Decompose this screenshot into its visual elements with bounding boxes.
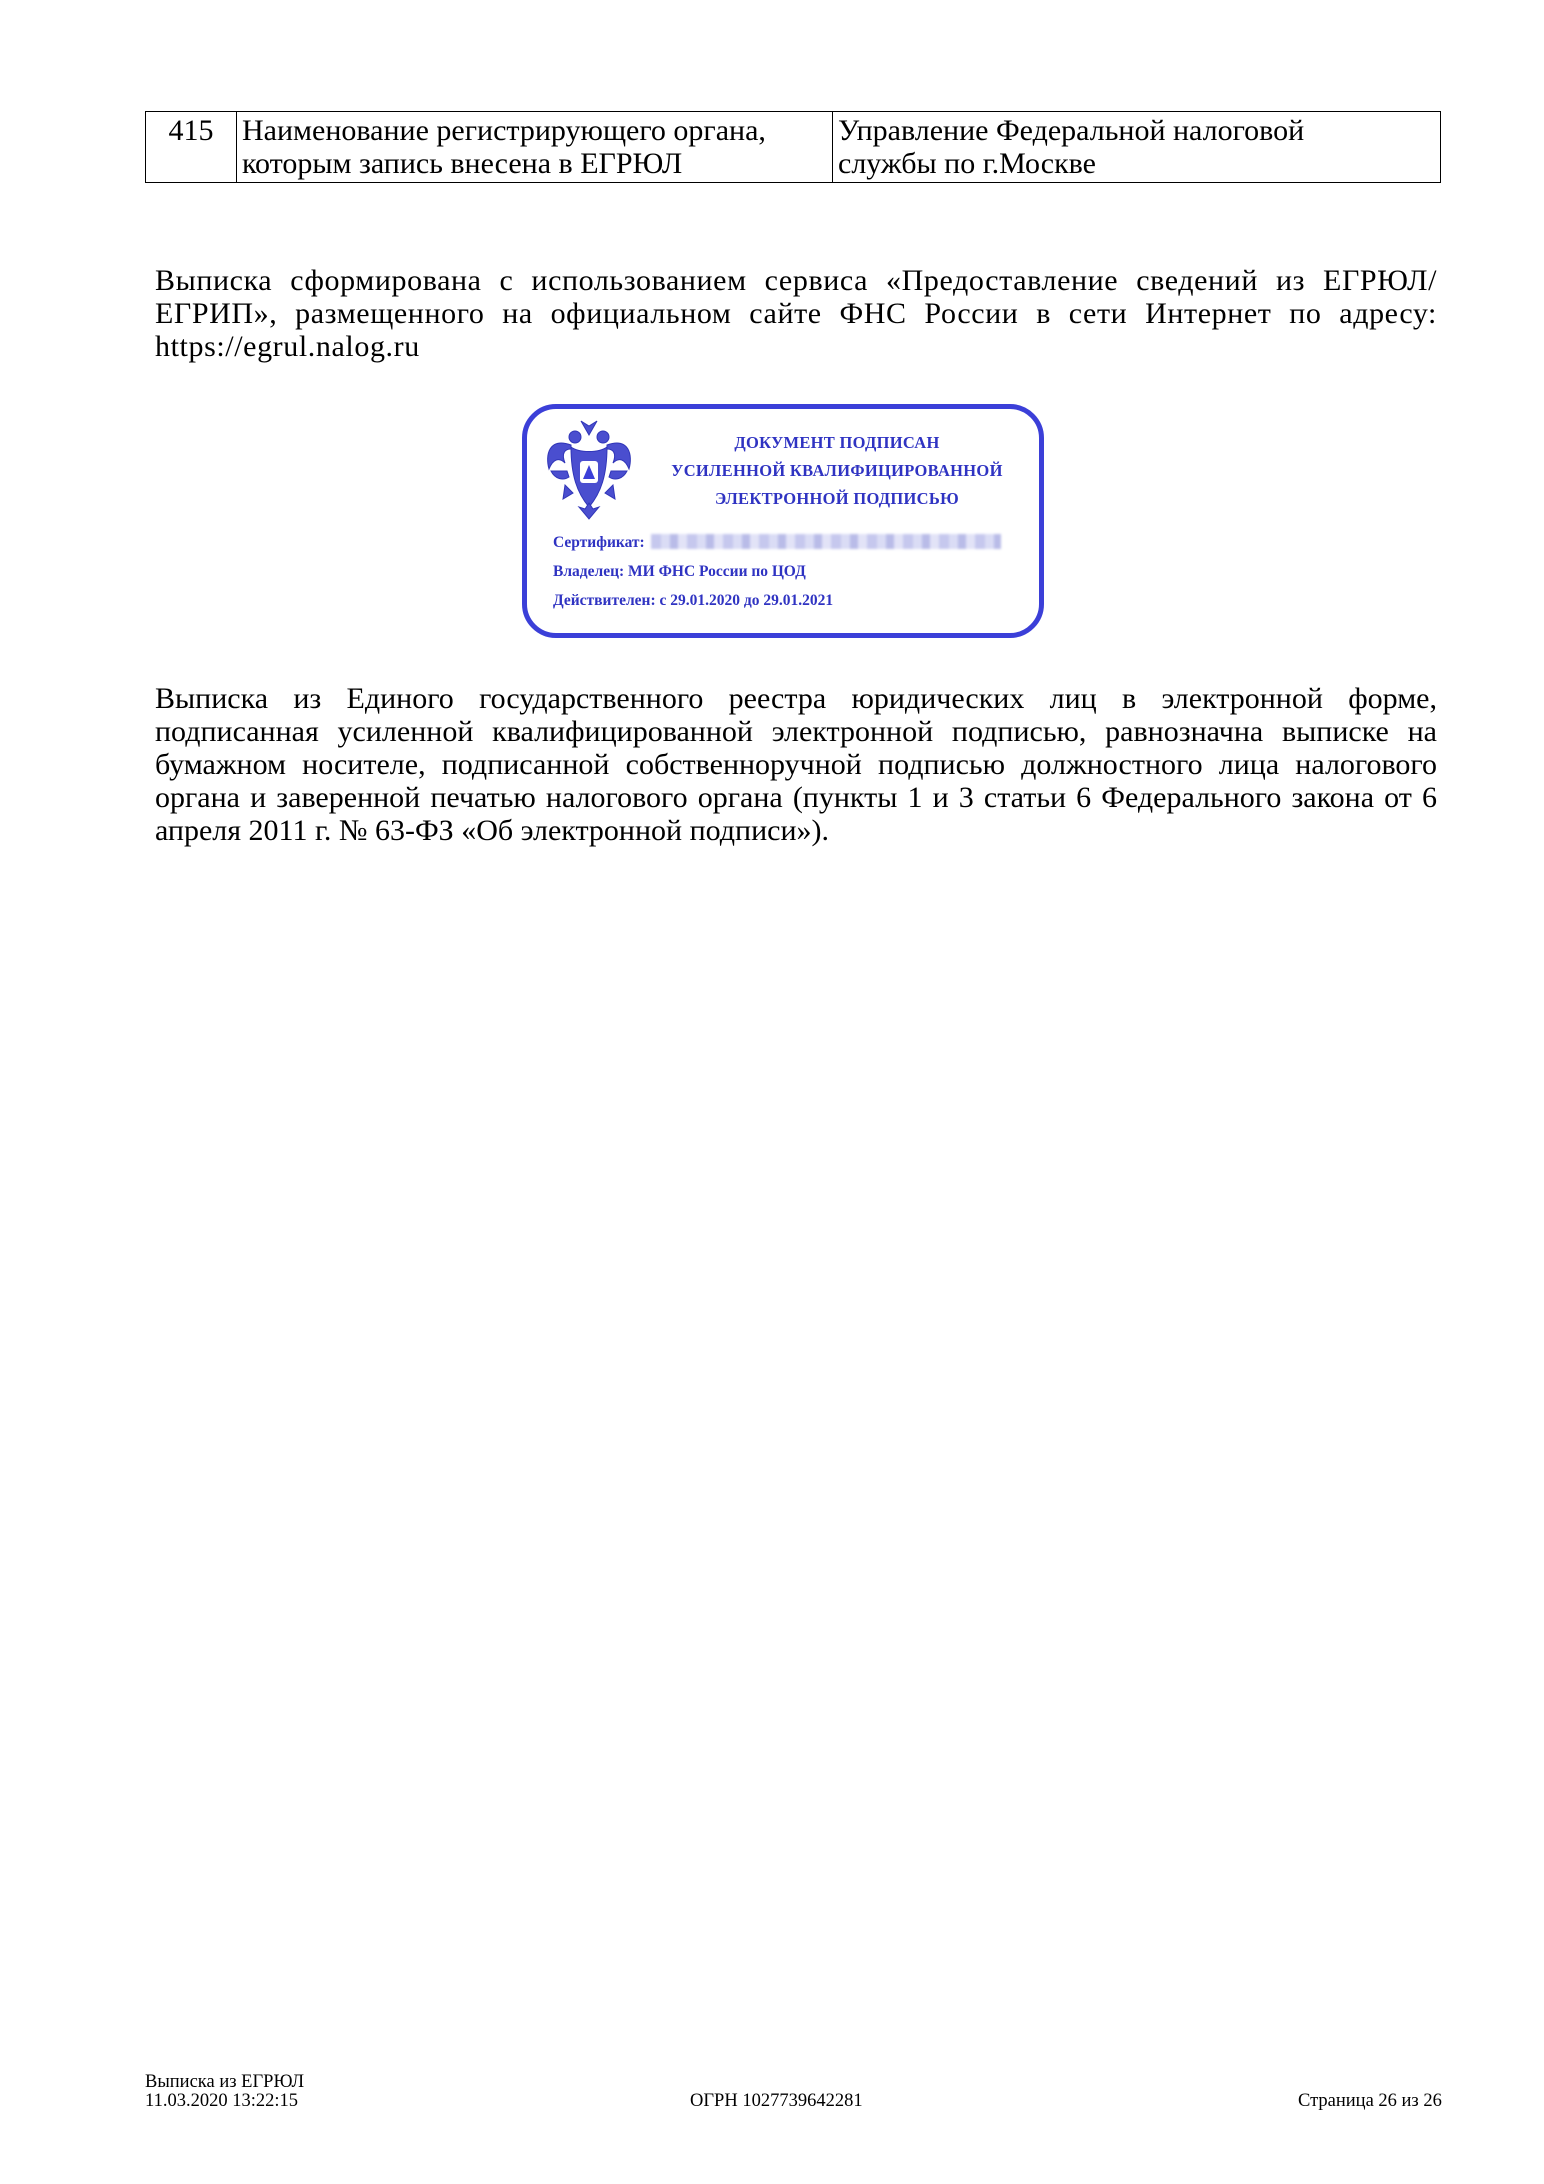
digital-signature-stamp <box>522 404 1044 638</box>
certificate-number-redacted <box>651 534 1001 549</box>
certificate-label: Сертификат: <box>553 534 645 551</box>
footer-document-info <box>145 2073 304 2111</box>
footer-doc-title: Выписка из ЕГРЮЛ <box>145 2072 305 2092</box>
record-value-line: службы по г.Москве <box>838 147 1096 180</box>
record-label <box>237 112 833 183</box>
record-value <box>833 112 1441 183</box>
record-number: 415 <box>146 112 237 183</box>
stamp-heading-line: ЭЛЕКТРОННОЙ ПОДПИСЬЮ <box>715 489 959 508</box>
footer-ogrn: ОГРН 1027739642281 <box>690 2091 863 2111</box>
footer-page-number: Страница 26 из 26 <box>1298 2091 1442 2111</box>
legal-note: Выписка из Единого государственного реестра юридических лиц в электронной форме, подписанная усиленной квалифицированной электронной подписью, равнозначна выписке на бумажном носителе, подписанной собственноручной подписью должностного лица налогового органа и заверенной печатью налогового органа (пункты 1 и 3 статьи 6 Федерального закона от 6 апреля 2011 г. № 63-ФЗ «Об электронной подписи»). <box>155 682 1437 847</box>
record-label-line: Наименование регистрирующего органа, <box>242 114 766 147</box>
record-value-line: Управление Федеральной налоговой <box>838 114 1305 147</box>
service-note: Выписка сформирована с использованием сервиса «Предоставление сведений из ЕГРЮЛ/ЕГРИП», размещенного на официальном сайте ФНС России в сети Интернет по адресу: https://egrul.nalog.ru <box>155 264 1437 363</box>
table-row <box>146 112 1441 183</box>
stamp-heading-line: ДОКУМЕНТ ПОДПИСАН <box>734 433 940 452</box>
russian-coat-of-arms-icon <box>541 415 637 521</box>
stamp-heading <box>651 429 1023 513</box>
footer-datetime: 11.03.2020 13:22:15 <box>145 2091 298 2111</box>
certificate-row <box>553 533 1001 553</box>
record-label-line: которым запись внесена в ЕГРЮЛ <box>242 147 683 180</box>
owner-row: Владелец: МИ ФНС России по ЦОД <box>553 563 806 580</box>
registration-record-table <box>145 111 1441 183</box>
validity-row: Действителен: с 29.01.2020 до 29.01.2021 <box>553 592 834 609</box>
stamp-heading-line: УСИЛЕННОЙ КВАЛИФИЦИРОВАННОЙ <box>671 461 1003 480</box>
